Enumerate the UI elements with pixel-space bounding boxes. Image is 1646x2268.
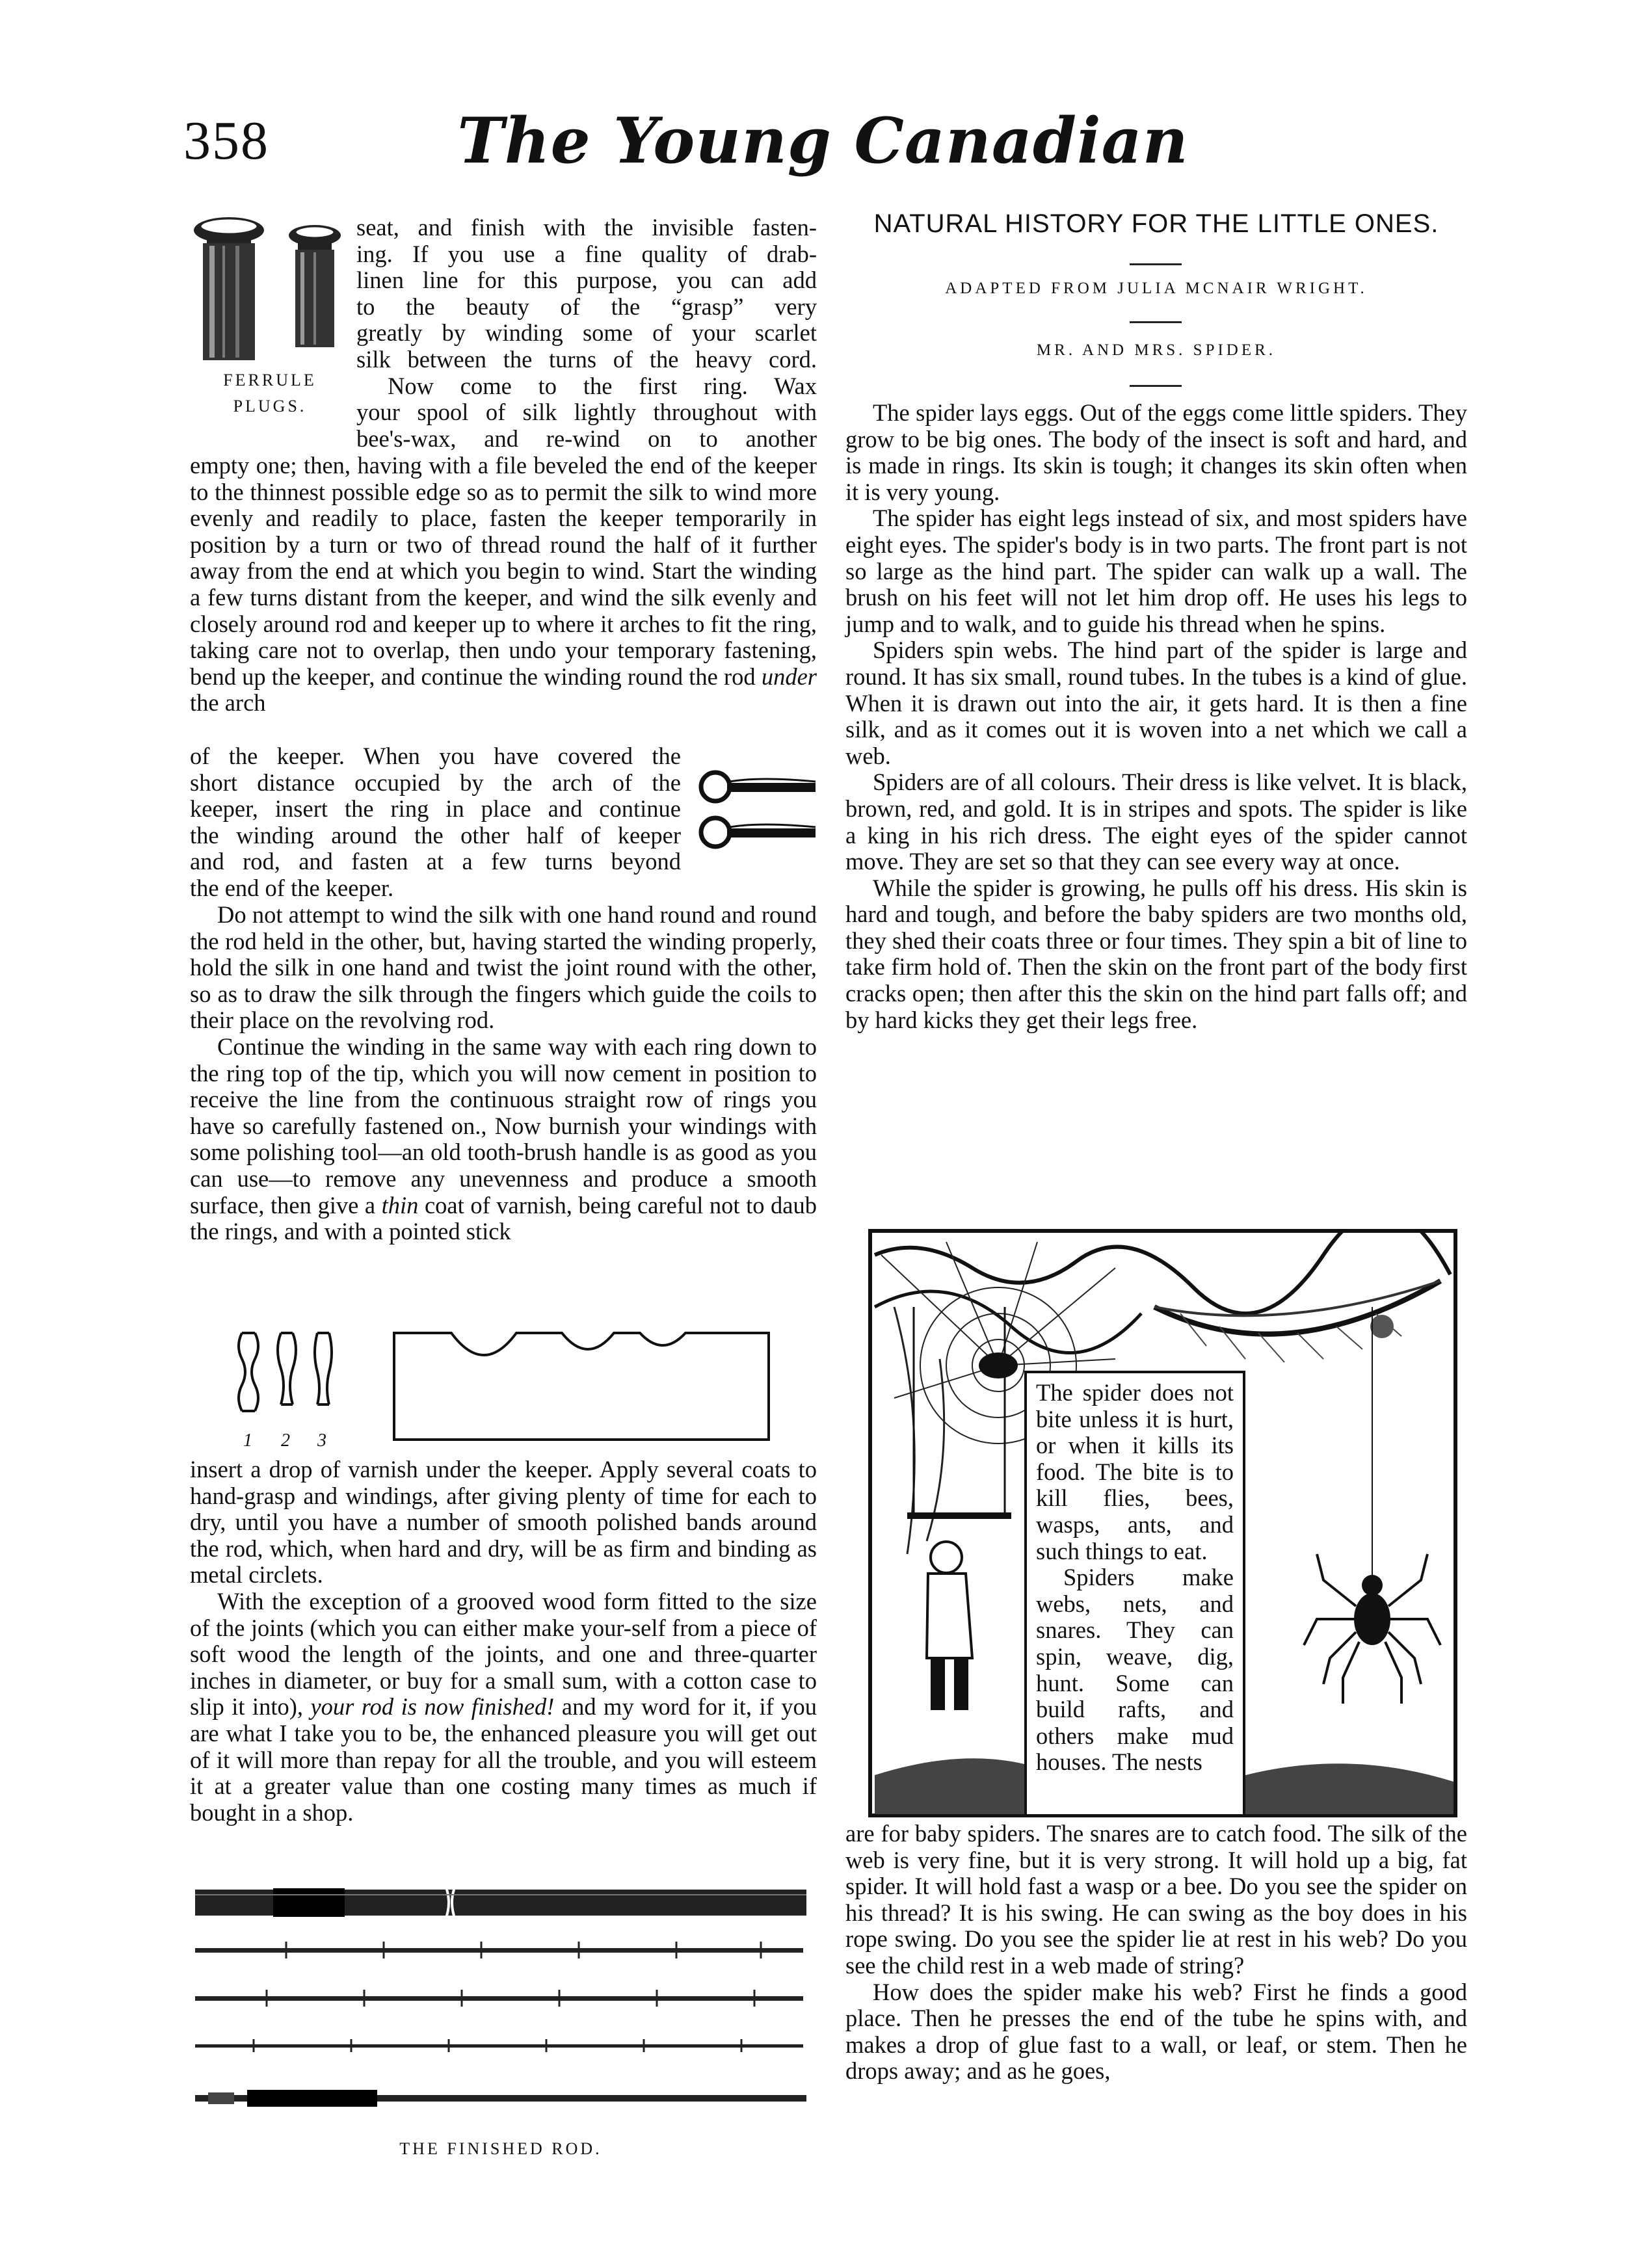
- paragraph: How does the spider make his web? First he finds a good place. Then he presses the end of the tube he spins with, and makes a drop of glue fast to a wall, or leaf, or stem. Then he drops away; and as he goes,: [845, 1978, 1467, 2085]
- text-run: Continue the winding in the same way with each ring down to the ring top of the tip, which you will now cement in position to receive the line from the continuous straight row of rings you have so carefully fastened on., Now burnish your windings with some polishing tool—an old tooth-brush handle is as good as you can use—to remove any unevenness and produce a smooth surface, then give a: [190, 1033, 817, 1219]
- figure-panel-text: [1036, 1380, 1234, 1776]
- italic-word: under: [761, 663, 817, 690]
- keeper-shapes-illustration: [234, 1326, 351, 1424]
- left-paragraphs: [190, 902, 817, 1245]
- text-line: bee's-wax, and re-wind on to another: [356, 425, 817, 452]
- ferrule-plugs-illustration: [190, 209, 352, 365]
- text-line: to the beauty of the “grasp” very: [356, 293, 817, 320]
- paragraph-ring-winding: [190, 453, 817, 717]
- keeper-lines: [190, 743, 681, 902]
- credit-rule: [1130, 321, 1182, 323]
- text-line: short distance occupied by the arch of the: [190, 769, 681, 796]
- text-line: silk between the turns of the heavy cord.: [356, 345, 817, 373]
- finished-rod-illustration: [195, 1886, 806, 2133]
- adapted-credit: ADAPTED FROM JULIA MCNAIR WRIGHT.: [945, 280, 1368, 297]
- text-line: the end of the keeper.: [190, 874, 394, 901]
- rod-caption: THE FINISHED ROD.: [399, 2139, 602, 2158]
- text-run: coat of varnish, being careful not to daub the rings, and with a pointed stick: [190, 1191, 817, 1245]
- paragraph: insert a drop of varnish under the keeper. Apply several coats to hand-grasp and windings, after giving plenty of time for each to dry, until you have a number of smooth polished bands around the rod, which, when hard and dry, will be as firm and binding as metal circlets.: [190, 1456, 817, 1589]
- text-line: your spool of silk lightly throughout with: [356, 399, 817, 426]
- text-run: and my word for it, if you are what I take you to be, the enhanced pleasure you will get out of it will more than repay for all the trouble, and you will esteem it at a greater value than one costing many times as much if bought in a shop.: [190, 1693, 817, 1826]
- figure-number-3: 3: [317, 1431, 326, 1451]
- text-run: the arch: [190, 689, 266, 717]
- text-line: the winding around the other half of keeper: [190, 821, 681, 849]
- keeper-illustration: [696, 767, 819, 858]
- masthead-title: The Young Canadian: [457, 104, 1189, 178]
- left-lower-paragraphs: [190, 1457, 817, 1826]
- figure-number-2: 2: [281, 1431, 290, 1451]
- panel-paragraph: The spider does not bite unless it is hurt, or when it kills its food. The bite is to kill flies, bees, wasps, ants, and such things to eat.: [1036, 1379, 1234, 1564]
- page-number: 358: [183, 111, 269, 171]
- title-rule: [1130, 263, 1182, 265]
- text-run: empty one; then, having with a file beveled the end of the keeper to the thinnest possible edge so as to permit the silk to wind more evenly and readily to place, fasten the keeper temporarily in position by a turn or two of thread round the half of it further away from the end at which you begin to wind. Start the winding a few turns distant from the keeper, and wind the silk evenly and closely around rod and keeper up to where it arches to fit the ring, taking care not to overlap, then undo your temporary fastening, bend up the keeper, and continue the winding round the rod: [190, 452, 817, 690]
- left-top-lines: [356, 215, 817, 452]
- paragraph: Spiders spin webs. The hind part of the spider is large and round. It has six small, round tubes. In the tubes is a kind of glue. When it is drawn out into the air, it gets hard. It is then a fine silk, and as it comes out it is woven into a net which we call a web.: [845, 637, 1467, 769]
- text-run: With the exception of a grooved wood form fitted to the size of the joints (which you can either make your-self from a piece of soft wood the length of the joints, and one and three-quarter inches in diameter, or buy for a small sum, with a cotton case to slip it into),: [190, 1587, 817, 1721]
- ferrule-caption-line-1: FERRULE: [223, 371, 317, 389]
- text-line: seat, and finish with the invisible fasten-: [356, 214, 817, 241]
- paragraph: Do not attempt to wind the silk with one hand round and round the rod held in the other, but, having started the winding properly, hold the silk in one hand and twist the joint round with the other, so as to draw the silk through the fingers which guide the coils to their place on the revolving rod.: [190, 901, 817, 1034]
- subtitle-rule: [1130, 385, 1182, 387]
- text-line: ing. If you use a fine quality of drab-: [356, 240, 817, 267]
- article-title: NATURAL HISTORY FOR THE LITTLE ONES.: [873, 209, 1439, 238]
- text-line: Now come to the first ring. Wax: [388, 372, 817, 399]
- paragraph: are for baby spiders. The snares are to catch food. The silk of the web is very fine, but it is very strong. It will hold up a big, fat spider. It will hold fast a wasp or a bee. Do you see the spider on his thread? It is his swing. He can swing as the boy does in his rope swing. Do you see the spider lie at rest in his web? Do you see the child rest in a web made of string?: [845, 1820, 1467, 1979]
- italic-word: thin: [381, 1191, 419, 1219]
- figure-number-1: 1: [243, 1431, 252, 1451]
- italic-phrase: your rod is now finished!: [310, 1693, 555, 1721]
- paragraph: The spider lays eggs. Out of the eggs come little spiders. They grow to be big ones. The body of the insect is soft and hard, and is made in rings. Its skin is tough; it changes its skin often when it is very young.: [845, 399, 1467, 505]
- paragraph: [190, 1589, 817, 1826]
- article-subtitle: MR. AND MRS. SPIDER.: [1036, 341, 1277, 359]
- text-line: greatly by winding some of your scarlet: [356, 319, 817, 347]
- paragraph: While the spider is growing, he pulls off his dress. His skin is hard and tough, and before the baby spiders are two months old, they shed their coats three or four times. They spin a bit of line to take firm hold of. Then the skin on the front part of the body first cracks open; then after this the skin on the hind part falls off; and by hard kicks they get their legs free.: [845, 874, 1467, 1033]
- panel-paragraph: Spiders make webs, nets, and snares. They can spin, weave, dig, hunt. Some can build rafts, and others make mud houses. The nests: [1036, 1564, 1234, 1776]
- text-line: and rod, and fasten at a few turns beyond: [190, 848, 681, 875]
- text-line: linen line for this purpose, you can add: [356, 267, 817, 294]
- paragraph: The spider has eight legs instead of six, and most spiders have eight eyes. The spider's body is in two parts. The front part is not so large as the hind part. The spider can walk up a wall. The brush on his feet will not let him drop off. He uses his legs to jump and to walk, and to guide his thread when he spins.: [845, 505, 1467, 637]
- spider-illustration: [868, 1229, 1457, 1817]
- paragraph: [190, 1034, 817, 1245]
- grooved-wood-form-illustration: [393, 1332, 770, 1441]
- right-upper-paragraphs: [845, 400, 1467, 1033]
- paragraph: Spiders are of all colours. Their dress is like velvet. It is black, brown, red, and gold. It is in stripes and spots. The spider is like a king in his rich dress. The eight eyes of the spider cannot move. They are set so that they can see every way at once.: [845, 769, 1467, 875]
- text-line: of the keeper. When you have covered the: [190, 743, 681, 769]
- text-line: keeper, insert the ring in place and continue: [190, 795, 681, 823]
- ferrule-caption-line-2: PLUGS.: [233, 397, 307, 415]
- right-lower-paragraphs: [845, 1821, 1467, 2085]
